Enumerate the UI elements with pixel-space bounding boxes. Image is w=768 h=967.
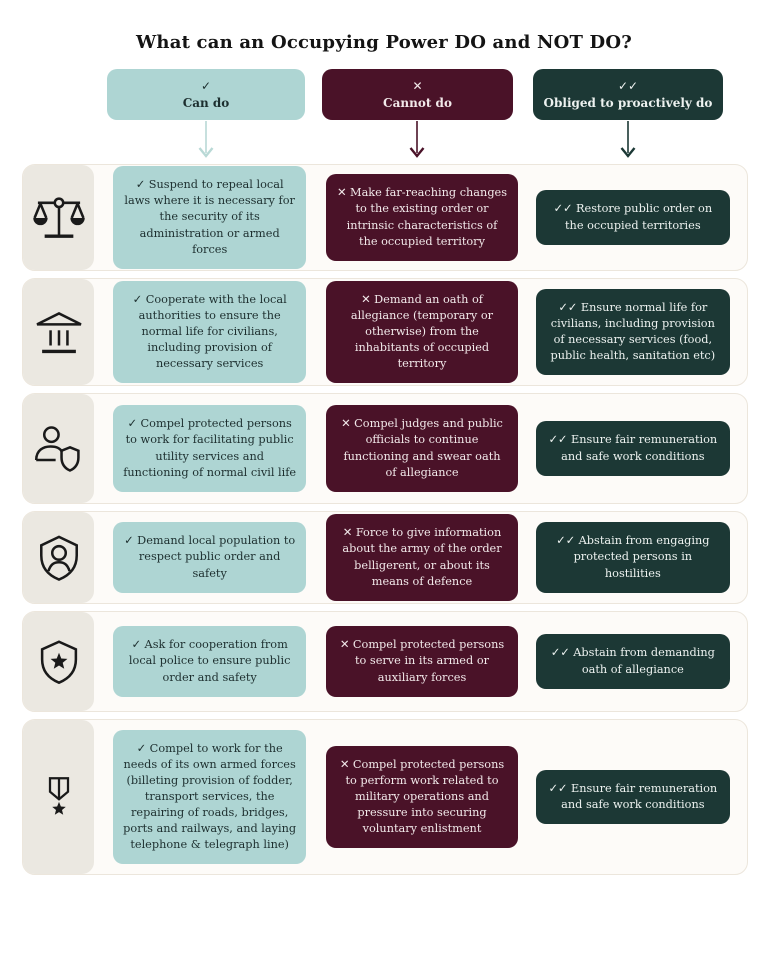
row-public-order bbox=[22, 511, 748, 604]
can-do-cell: ✓ Compel to work for the needs of its own armed forces (billeting provision of fodder, transport services, the repairing of roads, bridges, ports and railways, and laying telephone & telegraph line) bbox=[113, 730, 306, 864]
can-do-cell: ✓ Compel protected persons to work for facilitating public utility services and functioning of normal civil life bbox=[113, 405, 306, 491]
obliged-cell: ✓✓ Ensure fair remuneration and safe work conditions bbox=[536, 421, 730, 475]
cannot-do-cell: ✕ Make far-reaching changes to the existing order or intrinsic characteristics of the occupied territory bbox=[326, 174, 517, 260]
row-laws bbox=[22, 164, 748, 271]
obliged-cell: ✓✓ Ensure normal life for civilians, including provision of necessary services (food, public health, sanitation etc) bbox=[536, 289, 730, 375]
icon-panel bbox=[23, 612, 94, 711]
down-arrow-cannot-icon bbox=[408, 121, 426, 161]
scales-of-justice-icon bbox=[32, 192, 86, 244]
icon-panel bbox=[23, 720, 94, 874]
cannot-do-cell: ✕ Demand an oath of allegiance (temporary or otherwise) from the inhabitants of occupied territory bbox=[326, 281, 517, 383]
header-arrows bbox=[0, 120, 768, 164]
shield-with-star-icon bbox=[32, 634, 86, 690]
row-protected-persons bbox=[22, 393, 748, 504]
row-police bbox=[22, 611, 748, 712]
cannot-do-cell: ✕ Compel protected persons to perform work related to military operations and pressure into securing voluntary enlistment bbox=[326, 746, 517, 848]
down-arrow-obliged-icon bbox=[619, 121, 637, 161]
icon-panel bbox=[23, 394, 94, 503]
icon-panel bbox=[23, 279, 94, 385]
occupying-power-infographic bbox=[0, 32, 768, 875]
government-building-icon bbox=[32, 306, 86, 358]
header-can-do bbox=[107, 69, 305, 120]
page-title: What can an Occupying Power DO and NOT DO? bbox=[136, 32, 632, 53]
header-cannot-do bbox=[322, 69, 513, 120]
x-mark-icon: ✕ bbox=[412, 79, 423, 94]
cannot-do-cell: ✕ Compel protected persons to serve in its armed or auxiliary forces bbox=[326, 626, 517, 696]
column-headers bbox=[107, 69, 768, 120]
can-do-cell: ✓ Demand local population to respect public order and safety bbox=[113, 522, 306, 592]
check-icon: ✓ bbox=[200, 79, 212, 94]
military-medal-icon bbox=[35, 769, 83, 825]
double-check-icon: ✓✓ bbox=[617, 79, 639, 94]
obliged-cell: ✓✓ Restore public order on the occupied territories bbox=[536, 190, 730, 244]
person-with-shield-icon bbox=[32, 422, 86, 476]
obliged-cell: ✓✓ Abstain from engaging protected persons in hostilities bbox=[536, 522, 730, 592]
can-do-cell: ✓ Cooperate with the local authorities to ensure the normal life for civilians, including provision of necessary services bbox=[113, 281, 306, 383]
row-authorities bbox=[22, 278, 748, 386]
shield-with-person-icon bbox=[32, 530, 86, 586]
row-armed-forces-work bbox=[22, 719, 748, 875]
cannot-do-cell: ✕ Force to give information about the army of the order belligerent, or about its means of defence bbox=[326, 514, 517, 600]
icon-panel bbox=[23, 165, 94, 270]
down-arrow-can-icon bbox=[197, 121, 215, 161]
obliged-cell: ✓✓ Ensure fair remuneration and safe work conditions bbox=[536, 770, 730, 824]
header-cannot-do-label: Cannot do bbox=[383, 95, 452, 110]
can-do-cell: ✓ Suspend to repeal local laws where it is necessary for the security of its administration or armed forces bbox=[113, 166, 306, 268]
can-do-cell: ✓ Ask for cooperation from local police to ensure public order and safety bbox=[113, 626, 306, 696]
header-can-do-label: Can do bbox=[182, 95, 230, 110]
header-obliged-label: Obliged to proactively do bbox=[543, 95, 713, 110]
rows bbox=[22, 164, 748, 875]
cannot-do-cell: ✕ Compel judges and public officials to continue functioning and swear oath of allegiance bbox=[326, 405, 517, 491]
icon-panel bbox=[23, 512, 94, 603]
header-obliged bbox=[533, 69, 723, 120]
obliged-cell: ✓✓ Abstain from demanding oath of allegiance bbox=[536, 634, 730, 688]
